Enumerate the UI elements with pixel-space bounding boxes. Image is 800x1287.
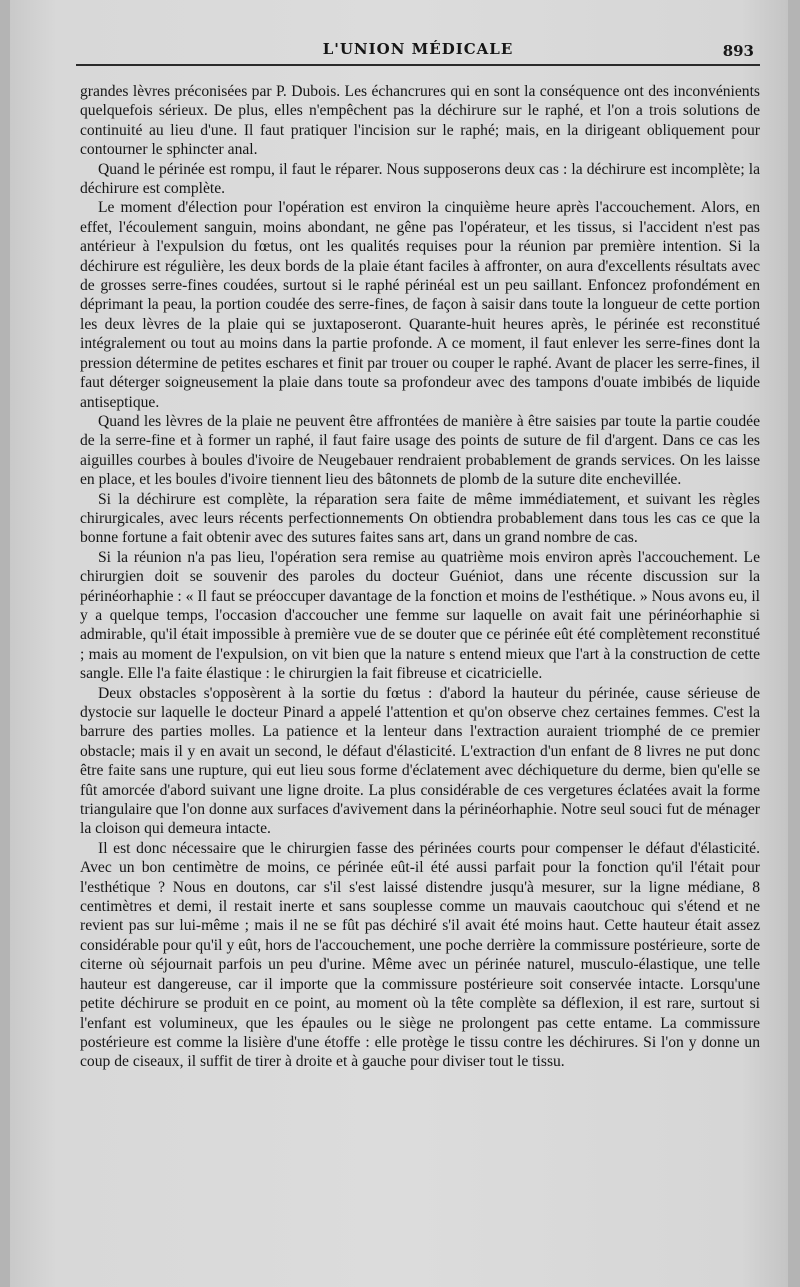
page-number: 893 (722, 42, 754, 60)
paragraph: Il est donc nécessaire que le chirurgien fasse des périnées courts pour compenser le défaut d'élasticité. Avec un bon centimètre de moins, ce périnée eût-il été aussi parfait pour la fonction qu'il l'était pour l'esthétique ? Nous en doutons, car s'il s'est laissé distendre jusqu'à mesurer, sur la ligne médiane, 8 centimètres et demi, il restait inerte et sans souplesse comme un mauvais caoutchouc qui s'étend et ne revient pas sur lui-même ; mais il ne se fût pas déchiré s'il avait été moins haut. Cette hauteur était assez considérable pour qu'il y eût, hors de l'accouchement, une poche derrière la commissure postérieure, sorte de citerne où séjournait parfois un peu d'urine. Même avec un périnée naturel, musculo-élastique, une telle hauteur est dangereuse, car il importe que la commissure postérieure soit conservée intacte. Lorsqu'une petite déchirure se produit en ce point, au moment où la tête complète sa déflexion, il est rare, surtout si l'enfant est volumineux, que les épaules ou le siège ne prolongent pas cette entame. La commissure postérieure est comme la lisière d'une étoffe : elle protège le tissu contre les déchirures. Si l'on y donne un coup de ciseaux, il suffit de tirer à droite et à gauche pour diviser tout le tissu. (80, 839, 760, 1071)
paragraph: Si la réunion n'a pas lieu, l'opération sera remise au quatrième mois environ après l'accouchement. Le chirurgien doit se souvenir des paroles du docteur Guéniot, dans une récente discussion sur la périnéorhaphie : « Il faut se préoccuper davantage de la fonction et moins de l'esthétique. » Nous avons eu, il y a quelque temps, l'occasion d'accoucher une femme sur laquelle on avait fait une périnéorhaphie si admirable, qu'il était impossible à première vue de se douter que ce périnée eût été complètement reconstitué ; mais au moment de l'expulsion, on vit bien que la nature s entend mieux que l'art à la construction de cette sangle. Elle l'a faite élastique : le chirurgien la fait fibreuse et cicatricielle. (80, 548, 760, 683)
paragraph: Quand le périnée est rompu, il faut le réparer. Nous supposerons deux cas : la déchirure est incomplète; la déchirure est complète. (80, 160, 760, 198)
page-header (76, 40, 760, 66)
book-page (10, 0, 788, 1287)
paragraph: Le moment d'élection pour l'opération est environ la cinquième heure après l'accouchement. Alors, en effet, l'écoulement sanguin, moins abondant, ne gêne pas l'opérateur, et les tissus, si l'accident n'est pas antérieur à l'expulsion du fœtus, ont les qualités requises pour la réunion par première intention. Si la déchirure est régulière, les deux bords de la plaie étant faciles à affronter, on aura d'excellents résultats avec de grosses serre-fines coudées, surtout si le raphé périnéal est un peu saillant. Enfoncez profondément en déprimant la peau, la portion coudée des serre-fines, de façon à saisir dans toute la longueur de cette portion les deux lèvres de la plaie qui se juxtaposeront. Quarante-huit heures après, le périnée est reconstitué intégralement ou tout au moins dans la partie profonde. A ce moment, il faut enlever les serre-fines dont la pression détermine de petites eschares et finit par trouer ou couper le raphé. Avant de placer les serre-fines, il faut déterger soigneusement la plaie dans toute sa profondeur avec des tampons d'ouate imbibés de liquide antiseptique. (80, 199, 760, 411)
running-title: L'UNION MÉDICALE (322, 40, 514, 58)
paragraph: Si la déchirure est complète, la réparation sera faite de même immédiatement, et suivant les règles chirurgicales, avec leurs récents perfectionnements On obtiendra probablement dans tous les cas ce que la bonne fortune a fait obtenir avec des sutures faites sans art, dans un grand nombre de cas. (80, 490, 760, 547)
header-rule (76, 64, 760, 66)
body-text (80, 82, 760, 1072)
paragraph: Deux obstacles s'opposèrent à la sortie du fœtus : d'abord la hauteur du périnée, cause sérieuse de dystocie sur laquelle le docteur Pinard a appelé l'attention et qu'on observe chez certaines femmes. C'est la barrure des parties molles. La patience et la lenteur dans l'extraction auraient triomphé de ce premier obstacle; mais il y en avait un second, le défaut d'élasticité. L'extraction d'un enfant de 8 livres ne put donc être faite sans une rupture, qui eut lieu sous forme d'éclatement avec déchiqueture du derme, bien qu'elle se fût amorcée d'abord suivant une ligne droite. La plus considérable de ces vergetures éclatées avait la forme triangulaire que l'on donne aux surfaces d'avivement dans la périnéorhaphie. Notre seul souci fut de ménager la cloison qui demeura intacte. (80, 684, 760, 838)
paragraph: grandes lèvres préconisées par P. Dubois. Les échancrures qui en sont la conséquence ont des inconvénients quelquefois sérieux. De plus, elles n'empêchent pas la déchirure sur le raphé, et l'on a trois solutions de continuité au lieu d'une. Il faut pratiquer l'incision sur le raphé; mais, en la dirigeant obliquement pour contourner le sphincter anal. (80, 83, 760, 159)
paragraph: Quand les lèvres de la plaie ne peuvent être affrontées de manière à être saisies par toute la partie coudée de la serre-fine et à former un raphé, il faut faire usage des points de suture de fil d'argent. Dans ce cas les aiguilles courbes à boules d'ivoire de Neugebauer rendraient probablement de grands services. On les laisse en place, et les boules d'ivoire tiennent lieu des bâtonnets de plomb de la suture dite enchevillée. (80, 412, 760, 489)
